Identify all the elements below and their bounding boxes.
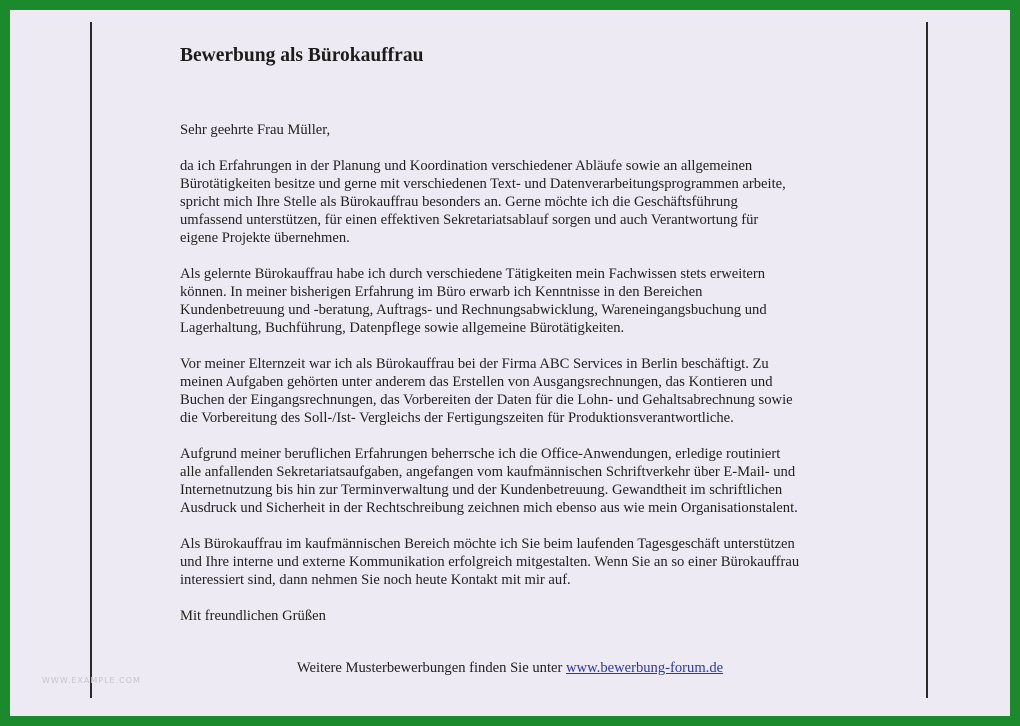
footer-link[interactable]: www.bewerbung-forum.de (566, 660, 724, 676)
paragraph-1 (180, 157, 860, 247)
paragraph-line: Als Bürokauffrau im kaufmännischen Bereich möchte ich Sie beim laufenden Tagesgeschäft unterstützen (180, 536, 795, 552)
paragraph-line: Lagerhaltung, Buchführung, Datenpflege sowie allgemeine Bürotätigkeiten. (180, 320, 625, 336)
left-margin-rule (90, 22, 92, 698)
paragraph-line: Ausdruck und Sicherheit in der Rechtschreibung zeichnen mich ebenso aus wie mein Organisationstalent. (180, 500, 798, 516)
paragraph-line: spricht mich Ihre Stelle als Bürokauffrau besonders an. Gerne möchte ich die Geschäftsführung (180, 194, 738, 210)
paragraph-line: können. In meiner bisherigen Erfahrung im Büro erwarb ich Kenntnisse in den Bereichen (180, 284, 703, 300)
paragraph-line: umfassend unterstützen, für einen effektiven Sekretariatsablauf sorgen und auch Verantwortung für (180, 212, 759, 228)
paragraph-5 (180, 535, 860, 589)
closing: Mit freundlichen Grüßen (180, 608, 326, 624)
paragraph-line: die Vorbereitung des Soll-/Ist- Vergleichs der Fertigungszeiten für Produktionsverantwortliche. (180, 410, 734, 426)
paragraph-line: Vor meiner Elternzeit war ich als Bürokauffrau bei der Firma ABC Services in Berlin beschäftigt. Zu (180, 356, 769, 372)
footer-text: Weitere Musterbewerbungen finden Sie unter (296, 660, 566, 676)
paragraph-line: Internetnutzung bis hin zur Terminverwaltung und der Kundenbetreuung. Gewandtheit im schriftlichen (180, 482, 783, 498)
paragraph-line: interessiert sind, dann nehmen Sie noch heute Kontakt mit mir auf. (180, 572, 571, 588)
paragraph-line: da ich Erfahrungen in der Planung und Koordination verschiedener Abläufe sowie an allgemeinen (180, 158, 753, 174)
paragraph-line: alle anfallenden Sekretariatsaufgaben, angefangen vom kaufmännischen Schriftverkehr über E-Mail- und (180, 464, 796, 480)
right-margin-rule (926, 22, 928, 698)
footer-note (10, 660, 1010, 677)
paragraph-line: und Ihre interne und externe Kommunikation erfolgreich mitgestalten. Wenn Sie an so einer Bürokauffrau (180, 554, 800, 570)
letter-body (180, 44, 860, 625)
paragraph-line: Bürotätigkeiten besitze und gerne mit verschiedenen Text- und Datenverarbeitungsprogrammen arbeite, (180, 176, 786, 192)
paragraph-2 (180, 265, 860, 337)
paragraph-line: eigene Projekte übernehmen. (180, 230, 350, 246)
paragraph-3 (180, 355, 860, 427)
letter-title: Bewerbung als Bürokauffrau (180, 45, 424, 66)
salutation: Sehr geehrte Frau Müller, (180, 122, 331, 138)
paragraph-line: Aufgrund meiner beruflichen Erfahrungen beherrsche ich die Office-Anwendungen, erledige routiniert (180, 446, 781, 462)
paragraph-4 (180, 445, 860, 517)
watermark: WWW.EXAMPLE.COM (42, 676, 141, 685)
document-page (10, 10, 1010, 716)
paragraph-line: Kundenbetreuung und -beratung, Auftrags- und Rechnungsabwicklung, Wareneingangsbuchung und (180, 302, 767, 318)
paragraph-line: Buchen der Eingangsrechnungen, das Vorbereiten der Daten für die Lohn- und Gehaltsabrechnung sowie (180, 392, 793, 408)
paragraph-line: meinen Aufgaben gehörten unter anderem das Erstellen von Ausgangsrechnungen, das Kontieren und (180, 374, 773, 390)
paragraph-line: Als gelernte Bürokauffrau habe ich durch verschiedene Tätigkeiten mein Fachwissen stets erweitern (180, 266, 766, 282)
